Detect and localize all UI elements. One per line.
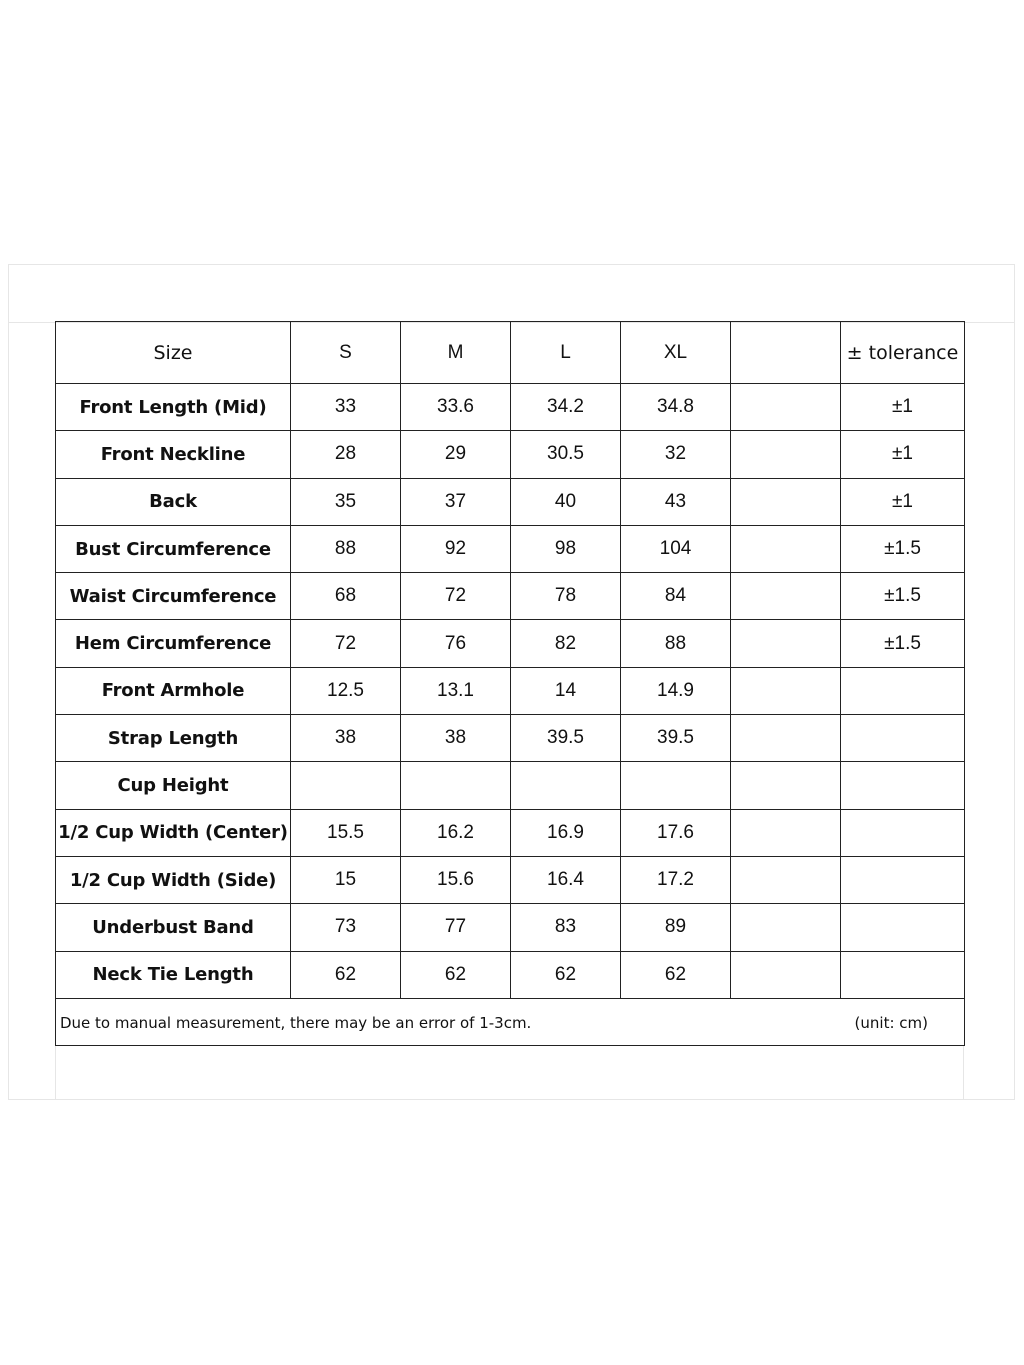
table-row bbox=[56, 856, 965, 903]
measurement-value bbox=[401, 762, 511, 809]
measurement-value: 39.5 bbox=[621, 715, 731, 762]
measurement-value: 34.8 bbox=[621, 384, 731, 431]
tolerance-value bbox=[841, 856, 965, 903]
tolerance-value: ±1.5 bbox=[841, 620, 965, 667]
table-row bbox=[56, 715, 965, 762]
measurement-value bbox=[621, 762, 731, 809]
measurement-value bbox=[731, 856, 841, 903]
measurement-value: 34.2 bbox=[511, 384, 621, 431]
measurement-label: 1/2 Cup Width (Side) bbox=[56, 856, 291, 903]
measurement-value: 78 bbox=[511, 573, 621, 620]
tolerance-value bbox=[841, 667, 965, 714]
table-row bbox=[56, 762, 965, 809]
measurement-value bbox=[511, 762, 621, 809]
measurement-value: 13.1 bbox=[401, 667, 511, 714]
table-row bbox=[56, 384, 965, 431]
tolerance-value bbox=[841, 904, 965, 951]
measurement-label: Neck Tie Length bbox=[56, 951, 291, 998]
measurement-value: 17.2 bbox=[621, 856, 731, 903]
measurement-value: 88 bbox=[621, 620, 731, 667]
measurement-value: 98 bbox=[511, 525, 621, 572]
empty-column-header bbox=[731, 322, 841, 384]
measurement-value: 16.4 bbox=[511, 856, 621, 903]
note-row bbox=[56, 998, 965, 1045]
measurement-label: Waist Circumference bbox=[56, 573, 291, 620]
measurement-value: 73 bbox=[291, 904, 401, 951]
size-column-header: XL bbox=[621, 322, 731, 384]
table-row bbox=[56, 525, 965, 572]
measurement-value: 43 bbox=[621, 478, 731, 525]
sheet-gridline bbox=[963, 1046, 964, 1100]
measurement-value: 33.6 bbox=[401, 384, 511, 431]
tolerance-value: ±1 bbox=[841, 384, 965, 431]
measurement-label: Hem Circumference bbox=[56, 620, 291, 667]
note-cell bbox=[56, 998, 965, 1045]
measurement-label: Front Neckline bbox=[56, 431, 291, 478]
measurement-value: 84 bbox=[621, 573, 731, 620]
measurement-value: 62 bbox=[621, 951, 731, 998]
measurement-value: 62 bbox=[291, 951, 401, 998]
table-header-row bbox=[56, 322, 965, 384]
measurement-value bbox=[731, 904, 841, 951]
measurement-value: 76 bbox=[401, 620, 511, 667]
measurement-label: Strap Length bbox=[56, 715, 291, 762]
measurement-value: 32 bbox=[621, 431, 731, 478]
measurement-value bbox=[731, 573, 841, 620]
measurement-label: Cup Height bbox=[56, 762, 291, 809]
measurement-value: 15 bbox=[291, 856, 401, 903]
table-row bbox=[56, 667, 965, 714]
measurement-value: 14.9 bbox=[621, 667, 731, 714]
tolerance-header: ± tolerance bbox=[841, 322, 965, 384]
sheet-gridline bbox=[55, 1046, 56, 1100]
measurement-value: 38 bbox=[401, 715, 511, 762]
measurement-value: 15.6 bbox=[401, 856, 511, 903]
table-row bbox=[56, 573, 965, 620]
measurement-value: 17.6 bbox=[621, 809, 731, 856]
measurement-value bbox=[291, 762, 401, 809]
measurement-label: Bust Circumference bbox=[56, 525, 291, 572]
unit-note: (unit: cm) bbox=[854, 1013, 928, 1032]
measurement-value: 83 bbox=[511, 904, 621, 951]
measurement-value bbox=[731, 525, 841, 572]
measurement-value bbox=[731, 478, 841, 525]
size-column-header: L bbox=[511, 322, 621, 384]
measurement-value: 62 bbox=[401, 951, 511, 998]
measurement-value: 37 bbox=[401, 478, 511, 525]
measurement-value: 72 bbox=[291, 620, 401, 667]
measurement-value: 89 bbox=[621, 904, 731, 951]
measurement-value: 16.2 bbox=[401, 809, 511, 856]
measurement-value: 15.5 bbox=[291, 809, 401, 856]
measurement-value: 38 bbox=[291, 715, 401, 762]
measurement-value: 68 bbox=[291, 573, 401, 620]
tolerance-value: ±1 bbox=[841, 478, 965, 525]
measurement-value: 28 bbox=[291, 431, 401, 478]
measurement-value: 12.5 bbox=[291, 667, 401, 714]
table-row bbox=[56, 809, 965, 856]
measurement-value: 33 bbox=[291, 384, 401, 431]
measurement-label: Back bbox=[56, 478, 291, 525]
measurement-value: 104 bbox=[621, 525, 731, 572]
size-chart-table bbox=[55, 321, 965, 1046]
tolerance-value bbox=[841, 951, 965, 998]
measurement-label: 1/2 Cup Width (Center) bbox=[56, 809, 291, 856]
measurement-value bbox=[731, 951, 841, 998]
measurement-value: 72 bbox=[401, 573, 511, 620]
measurement-value: 39.5 bbox=[511, 715, 621, 762]
table-row bbox=[56, 478, 965, 525]
tolerance-value: ±1 bbox=[841, 431, 965, 478]
measurement-value: 62 bbox=[511, 951, 621, 998]
table-row bbox=[56, 951, 965, 998]
measurement-value bbox=[731, 431, 841, 478]
measurement-value bbox=[731, 809, 841, 856]
size-column-header: M bbox=[401, 322, 511, 384]
measurement-value: 16.9 bbox=[511, 809, 621, 856]
measurement-value bbox=[731, 620, 841, 667]
measurement-value: 30.5 bbox=[511, 431, 621, 478]
measurement-note: Due to manual measurement, there may be an error of 1-3cm. bbox=[60, 1013, 532, 1032]
measurement-value: 88 bbox=[291, 525, 401, 572]
tolerance-value bbox=[841, 762, 965, 809]
measurement-value bbox=[731, 667, 841, 714]
measurement-label: Front Armhole bbox=[56, 667, 291, 714]
measurement-value: 82 bbox=[511, 620, 621, 667]
measurement-value: 35 bbox=[291, 478, 401, 525]
measurement-value bbox=[731, 715, 841, 762]
size-header: Size bbox=[56, 322, 291, 384]
measurement-value: 14 bbox=[511, 667, 621, 714]
table-row bbox=[56, 904, 965, 951]
tolerance-value bbox=[841, 715, 965, 762]
measurement-value: 29 bbox=[401, 431, 511, 478]
measurement-label: Underbust Band bbox=[56, 904, 291, 951]
tolerance-value: ±1.5 bbox=[841, 573, 965, 620]
measurement-value: 92 bbox=[401, 525, 511, 572]
measurement-value bbox=[731, 384, 841, 431]
size-column-header: S bbox=[291, 322, 401, 384]
table-row bbox=[56, 620, 965, 667]
measurement-value bbox=[731, 762, 841, 809]
measurement-label: Front Length (Mid) bbox=[56, 384, 291, 431]
measurement-value: 40 bbox=[511, 478, 621, 525]
tolerance-value bbox=[841, 809, 965, 856]
measurement-value: 77 bbox=[401, 904, 511, 951]
tolerance-value: ±1.5 bbox=[841, 525, 965, 572]
table-row bbox=[56, 431, 965, 478]
